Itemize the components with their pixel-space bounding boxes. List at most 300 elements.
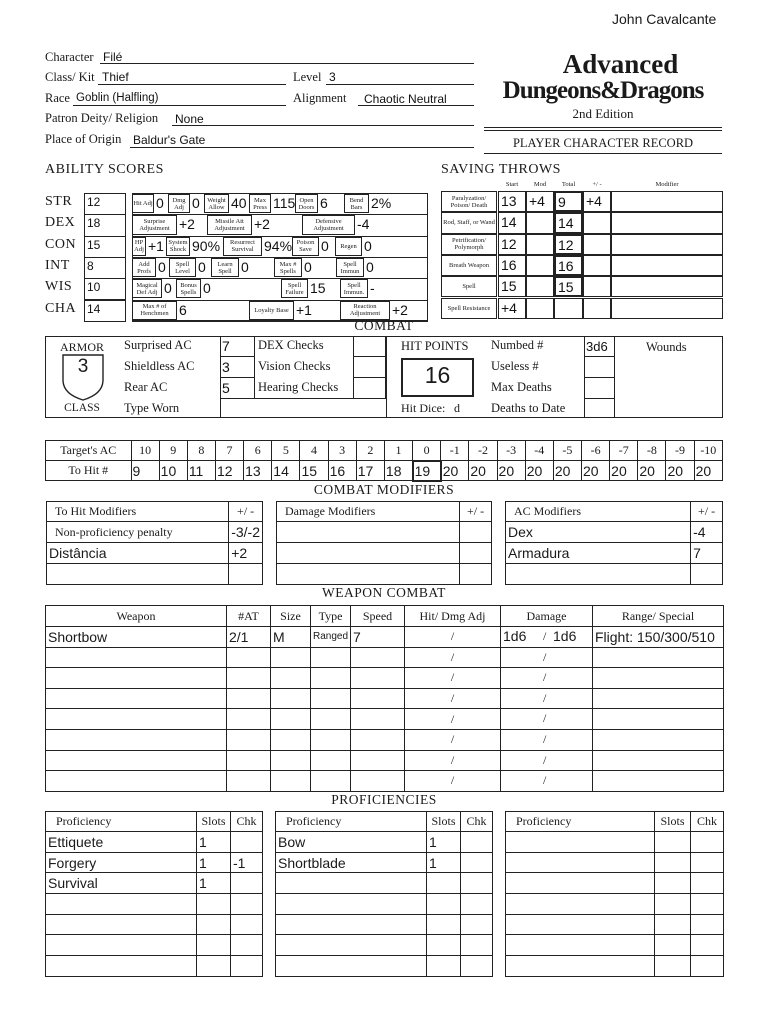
proficiency-name bbox=[506, 935, 655, 956]
proficiency-chk bbox=[691, 956, 724, 977]
ability-scores-title: ABILITY SCORES bbox=[45, 162, 164, 177]
proficiency-chk bbox=[461, 914, 493, 935]
proficiency-chk bbox=[231, 956, 263, 977]
proficiency-slots bbox=[197, 914, 231, 935]
proficiency-name: Forgery bbox=[46, 852, 197, 873]
to-hit-cell: 20 bbox=[441, 461, 469, 481]
hearing-checks-label: Hearing Checks bbox=[258, 380, 339, 394]
proficiency-chk: -1 bbox=[231, 852, 263, 873]
ability-sub-label: Max # Spells bbox=[274, 258, 302, 277]
ability-sub-value: 0 bbox=[203, 280, 211, 297]
weapon-size: M bbox=[271, 627, 311, 648]
weapon-size bbox=[271, 771, 311, 792]
saving-mod bbox=[526, 234, 554, 255]
ability-sub-value: +1 bbox=[148, 237, 164, 254]
weapon-damage-slash: / bbox=[543, 670, 547, 685]
deaths-to-date-label: Deaths to Date bbox=[491, 401, 566, 415]
alignment-value: Chaotic Neutral bbox=[364, 92, 447, 106]
proficiency-col-header: Slots bbox=[197, 812, 231, 832]
saving-mod: +4 bbox=[526, 191, 554, 212]
weapon-table bbox=[45, 605, 724, 792]
target-ac-cell: -9 bbox=[666, 441, 694, 461]
ability-sub-value: +2 bbox=[254, 216, 270, 233]
weapon-type bbox=[311, 771, 351, 792]
modifier-header: To Hit Modifiers bbox=[47, 502, 229, 522]
saving-total: 9 bbox=[554, 191, 583, 212]
ability-cha-label: CHA bbox=[45, 300, 77, 316]
ability-sub-label: Missile Att Adjustment bbox=[207, 215, 252, 234]
proficiency-chk bbox=[691, 935, 724, 956]
weapon-col-header: Hit/ Dmg Adj bbox=[405, 606, 501, 627]
target-ac-cell: -4 bbox=[525, 441, 553, 461]
weapon-type bbox=[311, 668, 351, 689]
weapon-size bbox=[271, 750, 311, 771]
weapon-range: Flight: 150/300/510 bbox=[593, 627, 724, 648]
weapon-name bbox=[46, 688, 227, 709]
ability-sub-value: 6 bbox=[320, 195, 328, 211]
weapon-hit-dmg-adj: / bbox=[405, 750, 501, 771]
proficiency-chk bbox=[461, 873, 493, 894]
weapon-hit-dmg-adj: / bbox=[405, 647, 501, 668]
ability-sub-label: Poison Save bbox=[292, 237, 319, 256]
weapon-col-header: Type bbox=[311, 606, 351, 627]
ability-sub-label: Max # of Henchmen bbox=[132, 301, 177, 320]
ability-sub-value: +1 bbox=[296, 301, 312, 318]
proficiency-col-header: Proficiency bbox=[506, 812, 655, 832]
ability-sub-label: Magical Def Adj bbox=[132, 279, 162, 298]
armor-class-value: 3 bbox=[77, 356, 89, 377]
armor-label: ARMOR bbox=[59, 340, 104, 354]
weapon-damage bbox=[501, 709, 593, 730]
surprised-ac-value: 7 bbox=[222, 338, 230, 354]
ability-sub-value: 115 bbox=[273, 195, 296, 211]
ability-sub-label: HP Adj bbox=[132, 237, 146, 256]
combat-title: COMBAT bbox=[354, 318, 414, 333]
target-ac-cell: -5 bbox=[553, 441, 581, 461]
proficiency-chk bbox=[461, 935, 493, 956]
weapon-damage-slash: / bbox=[543, 773, 547, 788]
to-hit-cell: 9 bbox=[131, 461, 159, 481]
saving-col-header: +/ - bbox=[592, 181, 602, 188]
useless-label: Useless # bbox=[491, 359, 539, 373]
type-worn-label: Type Worn bbox=[124, 401, 180, 415]
weapon-damage bbox=[501, 750, 593, 771]
weapon-name bbox=[46, 771, 227, 792]
ability-sub-value: +2 bbox=[392, 301, 408, 318]
hit-points-value: 16 bbox=[424, 362, 451, 388]
ability-sub-label: Spell Level bbox=[169, 258, 196, 277]
vision-checks-label: Vision Checks bbox=[258, 359, 331, 373]
saving-mod bbox=[526, 212, 554, 233]
weapon-col-header: Range/ Special bbox=[593, 606, 724, 627]
ability-sub-label: Open Doors bbox=[295, 194, 318, 213]
proficiency-name bbox=[506, 832, 655, 853]
ability-sub-value: 0 bbox=[192, 195, 200, 211]
proficiency-slots bbox=[197, 956, 231, 977]
proficiency-name bbox=[276, 914, 427, 935]
proficiency-name: Shortblade bbox=[276, 852, 427, 873]
to-hit-cell: 11 bbox=[187, 461, 215, 481]
weapon-damage bbox=[501, 688, 593, 709]
weapon-damage bbox=[501, 627, 593, 648]
to-hit-cell: 15 bbox=[300, 461, 328, 481]
weapon-speed bbox=[351, 729, 405, 750]
ability-sub-label: Resurrect Survival bbox=[223, 237, 262, 256]
weapon-name bbox=[46, 729, 227, 750]
level-value: 3 bbox=[329, 70, 336, 84]
ability-sub-label: Bonus Spells bbox=[176, 279, 201, 298]
proficiency-chk bbox=[691, 852, 724, 873]
weapon-damage bbox=[501, 771, 593, 792]
target-ac-cell: 3 bbox=[328, 441, 356, 461]
weapon-damage-slash: / bbox=[543, 629, 547, 643]
to-hit-cell: 17 bbox=[356, 461, 384, 481]
to-hit-cell: 13 bbox=[244, 461, 272, 481]
saving-modifier-cell bbox=[611, 298, 723, 319]
level-label: Level bbox=[293, 70, 322, 84]
ability-sub-label: Max Press bbox=[249, 194, 271, 213]
weapon-hit-dmg-adj: / bbox=[405, 771, 501, 792]
modifier-pm-header: +/ - bbox=[691, 502, 723, 522]
proficiency-col-header: Proficiency bbox=[46, 812, 197, 832]
saving-row-label: Petrification/ Polymorph bbox=[441, 234, 497, 255]
target-ac-cell: 10 bbox=[131, 441, 159, 461]
weapon-name: Shortbow bbox=[46, 627, 227, 648]
target-ac-cell: 5 bbox=[272, 441, 300, 461]
weapon-size bbox=[271, 647, 311, 668]
proficiencies-title: PROFICIENCIES bbox=[331, 792, 437, 807]
proficiency-name bbox=[46, 956, 197, 977]
class-value: Thief bbox=[102, 70, 129, 84]
ability-sub-label: Dmg Adj bbox=[168, 194, 190, 213]
proficiency-name bbox=[276, 873, 427, 894]
proficiency-col-header: Chk bbox=[461, 812, 493, 832]
weapon-type bbox=[311, 750, 351, 771]
ability-sub-value: 40 bbox=[231, 195, 247, 211]
to-hit-cell: 10 bbox=[159, 461, 187, 481]
saving-throws-title: SAVING THROWS bbox=[441, 162, 561, 177]
weapon-type: Ranged bbox=[311, 627, 351, 648]
modifier-name bbox=[277, 522, 460, 543]
proficiency-col-header: Proficiency bbox=[276, 812, 427, 832]
proficiency-name bbox=[46, 894, 197, 915]
to-hit-cell: 20 bbox=[469, 461, 497, 481]
weapon-attacks bbox=[227, 771, 271, 792]
ability-sub-label: Bend Bars bbox=[344, 194, 369, 213]
weapon-speed: 7 bbox=[351, 627, 405, 648]
to-hit-cell: 20 bbox=[610, 461, 638, 481]
proficiency-slots: 1 bbox=[197, 852, 231, 873]
deity-value: None bbox=[175, 112, 204, 126]
shieldless-ac-label: Shieldless AC bbox=[124, 359, 195, 373]
player-name: John Cavalcante bbox=[612, 11, 717, 27]
ability-dex-label: DEX bbox=[45, 215, 76, 231]
ability-sub-value: 90% bbox=[192, 237, 221, 254]
ability-sub-value: 0 bbox=[366, 258, 374, 275]
rear-ac-label: Rear AC bbox=[124, 380, 168, 394]
weapon-range bbox=[593, 688, 724, 709]
character-label: Character bbox=[45, 50, 94, 64]
saving-col-header: Total bbox=[561, 181, 576, 188]
weapon-damage bbox=[501, 729, 593, 750]
saving-modifier-cell bbox=[611, 191, 723, 212]
target-ac-cell: 7 bbox=[215, 441, 243, 461]
hit-dice-value: d bbox=[454, 401, 460, 415]
weapon-type bbox=[311, 688, 351, 709]
saving-total bbox=[554, 298, 583, 319]
proficiency-chk bbox=[231, 935, 263, 956]
modifier-value: -3/-2 bbox=[229, 522, 263, 543]
target-ac-label: Target's AC bbox=[46, 441, 132, 461]
ability-sub-value: 0 bbox=[304, 258, 312, 275]
weapon-attacks bbox=[227, 647, 271, 668]
target-ac-cell: -3 bbox=[497, 441, 525, 461]
proficiency-col-header: Chk bbox=[691, 812, 724, 832]
weapon-col-header: #AT bbox=[227, 606, 271, 627]
weapon-hit-dmg-adj: / bbox=[405, 709, 501, 730]
ability-sub-value: 15 bbox=[310, 280, 326, 297]
ability-sub-value: 94% bbox=[264, 237, 293, 254]
ability-sub-label: Defensive Adjustment bbox=[302, 215, 355, 234]
saving-row-label: Breath Weapon bbox=[441, 255, 497, 276]
proficiency-slots bbox=[655, 873, 691, 894]
proficiency-slots bbox=[427, 894, 461, 915]
saving-total: 12 bbox=[554, 234, 583, 255]
logo-line-2: Dungeons&Dragons bbox=[502, 77, 704, 104]
weapon-attacks bbox=[227, 668, 271, 689]
saving-start: 15 bbox=[498, 276, 526, 297]
hit-dice-label: Hit Dice: bbox=[401, 401, 446, 415]
weapon-range bbox=[593, 668, 724, 689]
weapon-damage bbox=[501, 647, 593, 668]
to-hit-label: To Hit # bbox=[46, 461, 132, 481]
to-hit-cell: 16 bbox=[328, 461, 356, 481]
to-hit-modifiers-table bbox=[46, 501, 263, 585]
to-hit-cell: 20 bbox=[666, 461, 694, 481]
weapon-damage-slash: / bbox=[543, 690, 547, 705]
weapon-attacks bbox=[227, 729, 271, 750]
proficiency-name bbox=[506, 873, 655, 894]
saving-start: 16 bbox=[498, 255, 526, 276]
saving-row-label: Rod, Staff, or Wand bbox=[441, 212, 497, 233]
saving-col-header: Start bbox=[505, 181, 519, 188]
weapon-range bbox=[593, 750, 724, 771]
weapon-speed bbox=[351, 647, 405, 668]
origin-label: Place of Origin bbox=[45, 132, 122, 146]
weapon-col-header: Size bbox=[271, 606, 311, 627]
saving-row-label: Spell Resistance bbox=[441, 298, 497, 319]
modifier-name: Non-proficiency penalty bbox=[47, 522, 229, 543]
weapon-col-header: Weapon bbox=[46, 606, 227, 627]
saving-pm bbox=[583, 212, 611, 233]
modifier-name: Armadura bbox=[506, 543, 691, 564]
race-value: Goblin (Halfling) bbox=[76, 92, 159, 104]
wounds-label: Wounds bbox=[646, 340, 687, 354]
to-hit-cell: 18 bbox=[384, 461, 412, 481]
saving-total: 14 bbox=[554, 212, 583, 233]
weapon-col-header: Speed bbox=[351, 606, 405, 627]
weapon-col-header: Damage bbox=[501, 606, 593, 627]
weapon-size bbox=[271, 668, 311, 689]
modifier-pm-header: +/ - bbox=[229, 502, 263, 522]
modifier-pm-header: +/ - bbox=[460, 502, 492, 522]
ability-sub-label: Surprise Adjustment bbox=[132, 215, 177, 234]
ability-sub-label: Spell Failure bbox=[281, 279, 308, 298]
target-ac-cell: -7 bbox=[610, 441, 638, 461]
proficiency-name: Ettiquete bbox=[46, 832, 197, 853]
origin-value: Baldur's Gate bbox=[133, 133, 206, 147]
proficiency-name bbox=[506, 894, 655, 915]
modifier-name bbox=[47, 564, 229, 585]
weapon-type bbox=[311, 729, 351, 750]
proficiency-slots bbox=[655, 935, 691, 956]
weapon-damage-slash: / bbox=[543, 752, 547, 767]
proficiency-slots bbox=[197, 935, 231, 956]
ac-modifiers-table bbox=[505, 501, 723, 585]
weapon-damage-slash: / bbox=[543, 731, 547, 746]
to-hit-cell: 20 bbox=[525, 461, 553, 481]
saving-mod bbox=[526, 298, 554, 319]
ability-sub-value: +2 bbox=[179, 216, 195, 233]
shieldless-ac-value: 3 bbox=[222, 359, 230, 375]
modifier-value: +2 bbox=[229, 543, 263, 564]
proficiency-name: Bow bbox=[276, 832, 427, 853]
weapon-range bbox=[593, 771, 724, 792]
ability-int-label: INT bbox=[45, 257, 70, 273]
to-hit-cell: 14 bbox=[272, 461, 300, 481]
modifier-value: -4 bbox=[691, 522, 723, 543]
deity-label: Patron Deity/ Religion bbox=[45, 111, 159, 125]
proficiency-chk bbox=[691, 894, 724, 915]
proficiency-slots bbox=[655, 914, 691, 935]
rear-ac-value: 5 bbox=[222, 380, 230, 396]
proficiency-table-1 bbox=[45, 811, 263, 977]
target-ac-cell: 6 bbox=[244, 441, 272, 461]
weapon-name bbox=[46, 750, 227, 771]
target-ac-cell: 4 bbox=[300, 441, 328, 461]
target-ac-cell: 9 bbox=[159, 441, 187, 461]
modifier-header: Damage Modifiers bbox=[277, 502, 460, 522]
ability-sub-label: Learn Spell bbox=[211, 258, 239, 277]
ability-str-score: 12 bbox=[87, 195, 101, 209]
numbed-value: 3d6 bbox=[586, 339, 608, 354]
weapon-combat-title: WEAPON COMBAT bbox=[322, 585, 446, 600]
weapon-name bbox=[46, 668, 227, 689]
weapon-speed bbox=[351, 709, 405, 730]
proficiency-name: Survival bbox=[46, 873, 197, 894]
modifier-name bbox=[277, 543, 460, 564]
weapon-speed bbox=[351, 688, 405, 709]
surprised-ac-label: Surprised AC bbox=[124, 338, 192, 352]
proficiency-chk bbox=[231, 832, 263, 853]
saving-start: +4 bbox=[498, 298, 526, 319]
ability-sub-label: System Shock bbox=[166, 237, 190, 256]
weapon-size bbox=[271, 688, 311, 709]
proficiency-name bbox=[276, 935, 427, 956]
ability-sub-label: Loyalty Base bbox=[249, 301, 294, 320]
modifier-name bbox=[506, 564, 691, 585]
saving-pm bbox=[583, 298, 611, 319]
proficiency-name bbox=[506, 852, 655, 873]
saving-start: 13 bbox=[498, 191, 526, 212]
logo-line-1: Advanced bbox=[562, 49, 679, 79]
saving-pm bbox=[583, 255, 611, 276]
weapon-range bbox=[593, 709, 724, 730]
proficiency-table-3 bbox=[505, 811, 724, 977]
saving-modifier-cell bbox=[611, 276, 723, 297]
to-hit-cell: 20 bbox=[694, 461, 722, 481]
saving-start: 14 bbox=[498, 212, 526, 233]
proficiency-chk bbox=[231, 873, 263, 894]
proficiency-chk bbox=[691, 873, 724, 894]
to-hit-table bbox=[45, 440, 723, 482]
proficiency-name bbox=[276, 956, 427, 977]
weapon-damage-slash: / bbox=[543, 649, 547, 664]
saving-modifier-cell bbox=[611, 212, 723, 233]
target-ac-cell: 1 bbox=[384, 441, 412, 461]
damage-modifiers-table bbox=[276, 501, 492, 585]
max-deaths-label: Max Deaths bbox=[491, 380, 552, 394]
saving-total: 15 bbox=[554, 276, 583, 297]
ability-sub-label: Regen bbox=[335, 237, 362, 256]
saving-col-header: Mod bbox=[533, 181, 547, 188]
to-hit-cell: 20 bbox=[553, 461, 581, 481]
armor-class-label: CLASS bbox=[64, 402, 100, 414]
ability-sub-value: -4 bbox=[357, 216, 370, 233]
proficiency-name bbox=[506, 956, 655, 977]
dex-checks-label: DEX Checks bbox=[258, 338, 324, 352]
proficiency-slots bbox=[427, 956, 461, 977]
saving-modifier-cell bbox=[611, 234, 723, 255]
target-ac-cell: 8 bbox=[187, 441, 215, 461]
saving-col-header: Modifier bbox=[655, 181, 679, 188]
proficiency-slots bbox=[655, 956, 691, 977]
ability-sub-value: 0 bbox=[198, 258, 206, 275]
ability-sub-label: Reaction Adjustment bbox=[340, 301, 390, 320]
ability-wis-label: WIS bbox=[45, 279, 73, 295]
weapon-type bbox=[311, 709, 351, 730]
weapon-name bbox=[46, 709, 227, 730]
modifier-value bbox=[229, 564, 263, 585]
weapon-attacks bbox=[227, 750, 271, 771]
proficiency-slots bbox=[197, 894, 231, 915]
saving-pm bbox=[583, 276, 611, 297]
ability-dex-score: 18 bbox=[87, 216, 101, 231]
weapon-speed bbox=[351, 750, 405, 771]
character-value: Filé bbox=[103, 50, 123, 64]
saving-total: 16 bbox=[554, 255, 583, 276]
ability-con-label: CON bbox=[45, 236, 77, 252]
to-hit-cell: 20 bbox=[497, 461, 525, 481]
proficiency-slots bbox=[427, 873, 461, 894]
proficiency-chk bbox=[691, 914, 724, 935]
ability-sub-label: Spell Immun bbox=[336, 258, 364, 277]
ability-sub-value: 0 bbox=[158, 258, 166, 275]
proficiency-slots: 1 bbox=[427, 832, 461, 853]
proficiency-name bbox=[506, 914, 655, 935]
modifier-value bbox=[460, 522, 492, 543]
proficiency-chk bbox=[691, 832, 724, 853]
proficiency-slots: 1 bbox=[427, 852, 461, 873]
to-hit-cell: 19 bbox=[413, 461, 441, 481]
modifier-value bbox=[460, 564, 492, 585]
ability-sub-label: Hit Adj bbox=[132, 194, 154, 213]
weapon-size bbox=[271, 709, 311, 730]
modifier-name: Dex bbox=[506, 522, 691, 543]
proficiency-slots bbox=[655, 894, 691, 915]
proficiency-chk bbox=[461, 894, 493, 915]
proficiency-chk bbox=[231, 914, 263, 935]
